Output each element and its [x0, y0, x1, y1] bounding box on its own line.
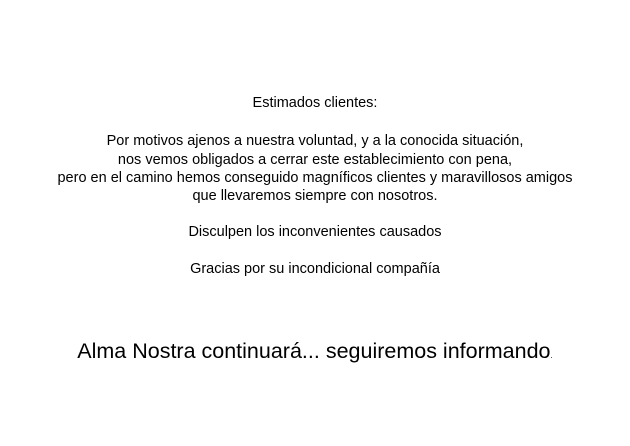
- notice-body-line: pero en el camino hemos conseguido magníficos clientes y maravillosos amigos: [57, 170, 573, 186]
- notice-greeting: Estimados clientes:: [252, 95, 378, 111]
- notice-closing-dot: .: [550, 351, 553, 360]
- notice-body-line: que llevaremos siempre con nosotros.: [192, 188, 438, 204]
- notice-body-line: nos vemos obligados a cerrar este establecimiento con pena,: [117, 152, 513, 168]
- notice-closing-text: Alma Nostra continuará... seguiremos informando: [77, 339, 551, 363]
- notice-closing: [0, 337, 630, 370]
- notice-thanks: Gracias por su incondicional compañía: [190, 261, 440, 277]
- notice-apology: Disculpen los inconvenientes causados: [188, 224, 442, 240]
- notice-body-line: Por motivos ajenos a nuestra voluntad, y a la conocida situación,: [106, 133, 524, 149]
